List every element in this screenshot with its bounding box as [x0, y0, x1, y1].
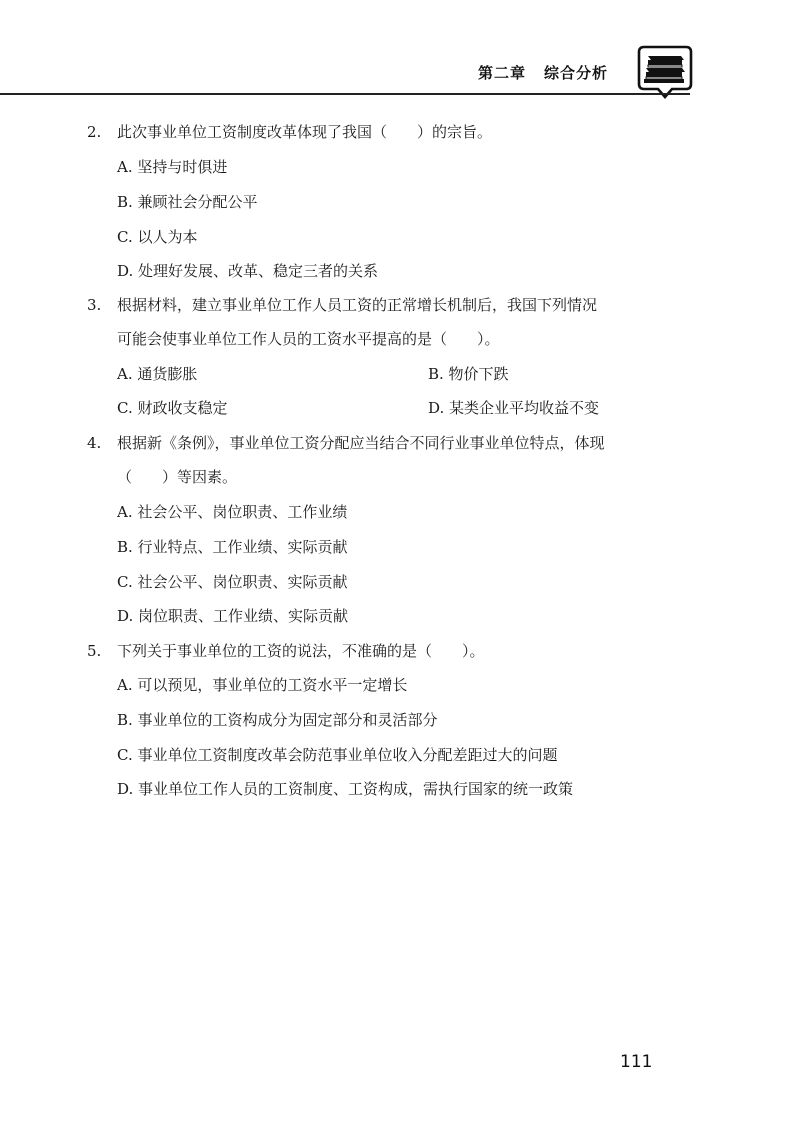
question-number: 2.: [87, 123, 102, 141]
question-3-stem: [87, 295, 597, 315]
question-5-stem: [87, 641, 485, 661]
question-text: 此次事业单位工资制度改革体现了我国（ ）的宗旨。: [117, 123, 493, 141]
question-4-option-a: A. 社会公平、岗位职责、工作业绩: [117, 503, 348, 521]
section-label: 综合分析: [544, 64, 609, 82]
question-2-option-d: D. 处理好发展、改革、稳定三者的关系: [117, 262, 379, 280]
question-2-stem: [87, 122, 492, 142]
question-number: 3.: [87, 296, 102, 314]
question-4-option-d: D. 岗位职责、工作业绩、实际贡献: [117, 607, 349, 625]
question-text: 根据新《条例》，事业单位工资分配应当结合不同行业事业单位特点，体现: [117, 434, 605, 452]
question-5-option-d: D. 事业单位工作人员的工资制度、工资构成，需执行国家的统一政策: [117, 780, 574, 798]
question-number: 4.: [87, 434, 102, 452]
question-3-stem-continued: 可能会使事业单位工作人员的工资水平提高的是（ ）。: [117, 330, 500, 348]
question-text: 下列关于事业单位的工资的说法，不准确的是（ ）。: [117, 642, 485, 660]
question-2-option-c: C. 以人为本: [117, 228, 198, 246]
question-2-option-b: B. 兼顾社会分配公平: [117, 193, 258, 211]
question-5-option-b: B. 事业单位的工资构成分为固定部分和灵活部分: [117, 711, 438, 729]
question-5-option-c: C. 事业单位工资制度改革会防范事业单位收入分配差距过大的问题: [117, 746, 558, 764]
question-5-option-a: A. 可以预见，事业单位的工资水平一定增长: [117, 676, 408, 694]
header-rule: [0, 93, 690, 95]
question-4-stem-continued: （ ）等因素。: [117, 468, 238, 486]
chapter-label: 第二章: [478, 64, 527, 82]
page-number: 111: [620, 1052, 653, 1072]
question-2-option-a: A. 坚持与时俱进: [117, 158, 228, 176]
question-number: 5.: [87, 642, 102, 660]
question-3-option-b: B. 物价下跌: [428, 365, 509, 383]
stacked-books-icon: [636, 44, 694, 100]
question-4-stem: [87, 433, 605, 453]
question-text: 根据材料，建立事业单位工作人员工资的正常增长机制后，我国下列情况: [117, 296, 598, 314]
question-3-option-a: A. 通货膨胀: [117, 365, 198, 383]
question-4-option-b: B. 行业特点、工作业绩、实际贡献: [117, 538, 348, 556]
running-header: [478, 62, 608, 83]
question-3-option-c: C. 财政收支稳定: [117, 399, 228, 417]
question-4-option-c: C. 社会公平、岗位职责、实际贡献: [117, 573, 348, 591]
question-3-option-d: D. 某类企业平均收益不变: [428, 399, 600, 417]
